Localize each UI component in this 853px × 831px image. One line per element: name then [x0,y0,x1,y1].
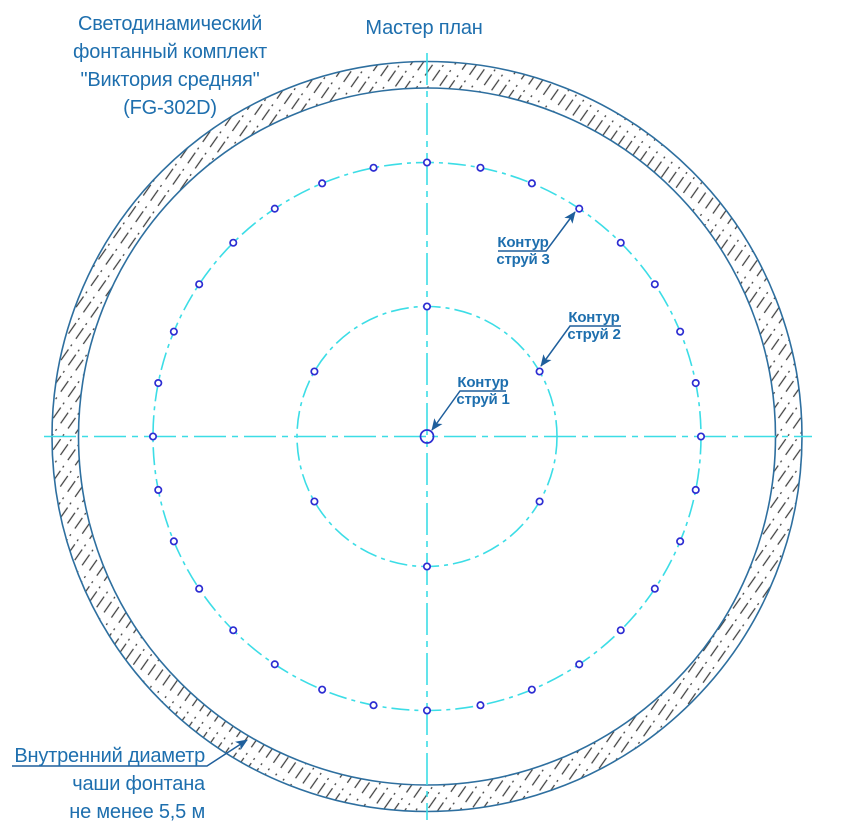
jet-nozzle [424,563,430,569]
jet-nozzle [424,159,430,165]
jet-nozzle [693,380,699,386]
jet-nozzle [370,702,376,708]
jet-nozzle [477,165,483,171]
label-jet-contour-1 [438,374,528,408]
jet-nozzle [230,240,236,246]
inner-diameter-note [5,742,205,826]
title-line-2: фонтанный комплект [73,41,267,63]
jet-nozzle [150,433,156,439]
jet-nozzle [529,686,535,692]
jet-nozzle [693,487,699,493]
note-line-2: чаши фонтана [72,773,205,795]
jet-nozzle [618,240,624,246]
label-contour1-line1: Контур [457,374,509,391]
jet-nozzle [272,205,278,211]
title-line-1: Светодинамический [77,13,263,35]
jet-nozzle [171,328,177,334]
label-jet-contour-3 [478,234,568,268]
jet-nozzle [477,702,483,708]
jet-nozzle [155,380,161,386]
jet-nozzle [652,586,658,592]
jet-nozzle [652,281,658,287]
jet-nozzle [230,627,236,633]
note-line-3: не менее 5,5 м [69,801,205,823]
title-line-4: (FG-302D) [123,97,217,119]
jet-nozzle [536,368,542,374]
jet-nozzle [424,707,430,713]
jet-nozzle [698,433,704,439]
label-contour2-line2: струй 2 [567,326,621,343]
jet-nozzle [311,368,317,374]
jet-nozzle [677,538,683,544]
label-contour3-line2: струй 3 [496,251,550,268]
label-contour3-line1: Контур [497,234,549,251]
jet-nozzle [155,487,161,493]
title-line-3: "Виктория средняя" [80,69,260,91]
jet-nozzle [576,661,582,667]
jet-nozzle [677,328,683,334]
note-line-1: Внутренний диаметр [14,745,205,767]
label-contour1-line2: струй 1 [456,391,510,408]
jet-nozzle [424,303,430,309]
jet-nozzle [618,627,624,633]
label-jet-contour-2 [549,309,639,343]
label-contour2-line1: Контур [568,309,620,326]
page-title-text: Мастер план [365,17,483,39]
jet-nozzle [171,538,177,544]
jet-nozzle [536,498,542,504]
jet-nozzle [319,686,325,692]
jet-nozzle [196,586,202,592]
jet-nozzle [576,205,582,211]
jet-nozzle [196,281,202,287]
jet-nozzle [272,661,278,667]
jet-nozzle [319,180,325,186]
jet-nozzle [370,165,376,171]
jet-nozzle [529,180,535,186]
page-title [339,14,509,42]
title-block [30,10,310,122]
jet-nozzle [311,498,317,504]
